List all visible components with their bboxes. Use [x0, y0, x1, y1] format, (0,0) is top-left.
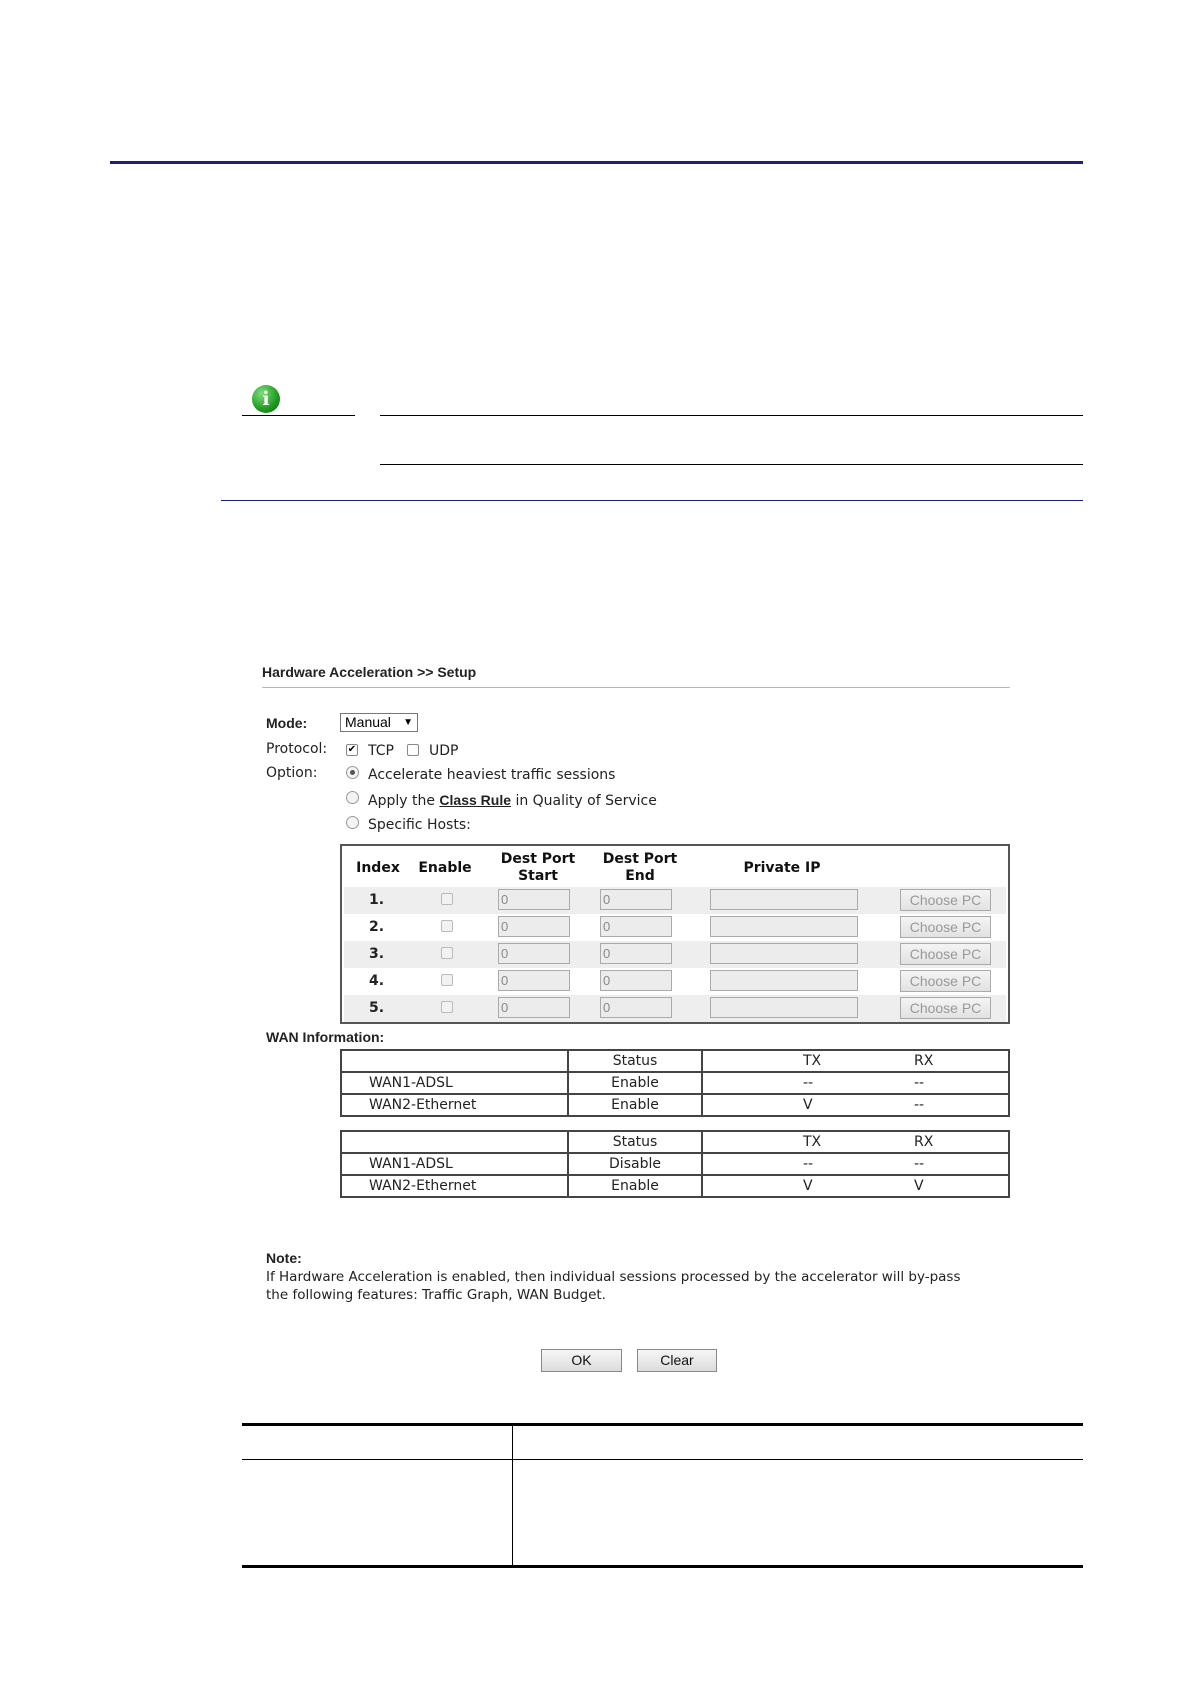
- option-label: Option:: [266, 765, 318, 781]
- dest-port-end-input[interactable]: 0: [600, 970, 672, 991]
- wan-name: WAN1-ADSL: [341, 1153, 568, 1175]
- table-header-row: [341, 1131, 1009, 1153]
- choose-pc-button[interactable]: Choose PC: [900, 970, 991, 992]
- wan-header-rx: RX: [914, 1053, 934, 1069]
- host-index: 5.: [369, 1000, 385, 1016]
- udp-label: UDP: [429, 743, 459, 759]
- wan-header-tx-rx: [702, 1050, 1009, 1072]
- info-box-top-rule: [380, 415, 1083, 416]
- dest-port-end-input[interactable]: 0: [600, 889, 672, 910]
- mode-label: Mode:: [266, 715, 308, 731]
- host-enable-checkbox[interactable]: [441, 947, 453, 959]
- note-label: Note:: [266, 1250, 302, 1266]
- host-index: 3.: [369, 946, 385, 962]
- wan-table-2: [340, 1130, 1010, 1198]
- choose-pc-button[interactable]: Choose PC: [900, 916, 991, 938]
- wan-header-tx-rx: [702, 1131, 1009, 1153]
- dest-port-start-input[interactable]: 0: [498, 997, 570, 1018]
- wan-tx-rx: [702, 1094, 1009, 1116]
- description-table-bottom-rule: [242, 1565, 1083, 1568]
- wan-tx-rx: [702, 1072, 1009, 1094]
- host-index: 2.: [369, 919, 385, 935]
- protocol-label: Protocol:: [266, 741, 328, 757]
- wan-header-empty: [341, 1050, 568, 1072]
- dest-port-end-input[interactable]: 0: [600, 916, 672, 937]
- wan-header-tx: TX: [803, 1053, 822, 1069]
- table-row: [341, 1072, 1009, 1094]
- host-row: [344, 887, 1006, 914]
- host-index: 1.: [369, 892, 385, 908]
- clear-button[interactable]: Clear: [637, 1349, 717, 1372]
- dest-port-end-input[interactable]: 0: [600, 943, 672, 964]
- chevron-down-icon: ▼: [403, 717, 413, 728]
- wan-status: Enable: [568, 1072, 702, 1094]
- description-table-top-rule: [242, 1423, 1083, 1426]
- description-table-divider: [512, 1424, 513, 1566]
- table-row: [341, 1153, 1009, 1175]
- option-heaviest-label: Accelerate heaviest traffic sessions: [368, 767, 616, 783]
- dest-port-start-input[interactable]: 0: [498, 943, 570, 964]
- host-row: [344, 914, 1006, 941]
- wan-tx-rx: [702, 1175, 1009, 1197]
- col-header-dest-port-end: [590, 851, 690, 885]
- host-enable-checkbox[interactable]: [441, 974, 453, 986]
- tcp-label: TCP: [368, 743, 394, 759]
- wan-tx: --: [803, 1156, 814, 1172]
- option-class-rule-post: in Quality of Service: [511, 793, 657, 809]
- wan-header-status: Status: [568, 1131, 702, 1153]
- info-rule: [242, 415, 355, 416]
- table-row: [341, 1175, 1009, 1197]
- dest-port-start-input[interactable]: 0: [498, 889, 570, 910]
- wan-table-1: [340, 1049, 1010, 1117]
- wan-information-label: WAN Information:: [266, 1029, 385, 1045]
- udp-checkbox[interactable]: [407, 744, 419, 756]
- col-header-dest-start-line2: Start: [518, 868, 558, 884]
- mode-select-value: Manual: [345, 714, 391, 730]
- wan-tx: --: [803, 1075, 814, 1091]
- option-radio-specific-hosts[interactable]: [346, 816, 359, 829]
- private-ip-input[interactable]: [710, 970, 858, 991]
- col-header-dest-start-line1: Dest Port: [500, 851, 576, 867]
- col-header-private-ip: Private IP: [743, 860, 821, 876]
- mode-select[interactable]: [340, 713, 418, 732]
- private-ip-input[interactable]: [710, 916, 858, 937]
- host-row: [344, 968, 1006, 995]
- host-enable-checkbox[interactable]: [441, 920, 453, 932]
- table-row: [341, 1094, 1009, 1116]
- dest-port-end-input[interactable]: 0: [600, 997, 672, 1018]
- option-class-rule-pre: Apply the: [368, 793, 440, 809]
- dest-port-start-input[interactable]: 0: [498, 916, 570, 937]
- wan-name: WAN2-Ethernet: [341, 1094, 568, 1116]
- section-rule: [221, 500, 1083, 501]
- tcp-checkbox[interactable]: [346, 744, 358, 756]
- option-class-rule-label: [368, 792, 657, 809]
- choose-pc-button[interactable]: Choose PC: [900, 943, 991, 965]
- wan-name: WAN1-ADSL: [341, 1072, 568, 1094]
- note-line-1: If Hardware Acceleration is enabled, then individual sessions processed by the accelerator will by-pass: [266, 1269, 961, 1285]
- wan-tx: V: [803, 1178, 813, 1194]
- private-ip-input[interactable]: [710, 943, 858, 964]
- specific-hosts-table: [340, 844, 1010, 1024]
- host-row: [344, 995, 1006, 1022]
- wan-header-status: Status: [568, 1050, 702, 1072]
- host-index: 4.: [369, 973, 385, 989]
- info-box-bottom-rule: [380, 464, 1083, 465]
- col-header-enable: Enable: [418, 860, 472, 876]
- check-icon: ✔: [347, 744, 357, 755]
- wan-name: WAN2-Ethernet: [341, 1175, 568, 1197]
- title-divider: [262, 687, 1010, 688]
- col-header-index: Index: [356, 860, 400, 876]
- wan-tx: V: [803, 1097, 813, 1113]
- host-enable-checkbox[interactable]: [441, 1001, 453, 1013]
- note-text: [266, 1268, 1026, 1304]
- ok-button[interactable]: OK: [541, 1349, 622, 1372]
- host-row: [344, 941, 1006, 968]
- header-rule: [110, 161, 1083, 164]
- wan-header-rx: RX: [914, 1134, 934, 1150]
- note-line-2: the following features: Traffic Graph, WAN Budget.: [266, 1287, 606, 1303]
- col-header-dest-port-start: [488, 851, 588, 885]
- private-ip-input[interactable]: [710, 997, 858, 1018]
- page-title: Hardware Acceleration >> Setup: [262, 664, 477, 680]
- col-header-dest-end-line1: Dest Port: [602, 851, 678, 867]
- dest-port-start-input[interactable]: 0: [498, 970, 570, 991]
- option-specific-hosts-label: Specific Hosts:: [368, 817, 471, 833]
- wan-header-empty: [341, 1131, 568, 1153]
- info-icon: i: [252, 385, 280, 413]
- wan-header-tx: TX: [803, 1134, 822, 1150]
- wan-rx: --: [914, 1097, 925, 1113]
- wan-tx-rx: [702, 1153, 1009, 1175]
- table-header-row: [341, 1050, 1009, 1072]
- wan-status: Enable: [568, 1175, 702, 1197]
- col-header-dest-end-line2: End: [625, 868, 655, 884]
- description-table-header-rule: [242, 1459, 1083, 1460]
- choose-pc-button[interactable]: Choose PC: [900, 889, 991, 911]
- wan-rx: --: [914, 1075, 925, 1091]
- host-enable-checkbox[interactable]: [441, 893, 453, 905]
- class-rule-link[interactable]: Class Rule: [439, 792, 511, 808]
- wan-status: Disable: [568, 1153, 702, 1175]
- wan-rx: V: [914, 1178, 924, 1194]
- choose-pc-button[interactable]: Choose PC: [900, 997, 991, 1019]
- wan-status: Enable: [568, 1094, 702, 1116]
- private-ip-input[interactable]: [710, 889, 858, 910]
- wan-rx: --: [914, 1156, 925, 1172]
- option-radio-heaviest[interactable]: [346, 766, 359, 779]
- option-radio-class-rule[interactable]: [346, 791, 359, 804]
